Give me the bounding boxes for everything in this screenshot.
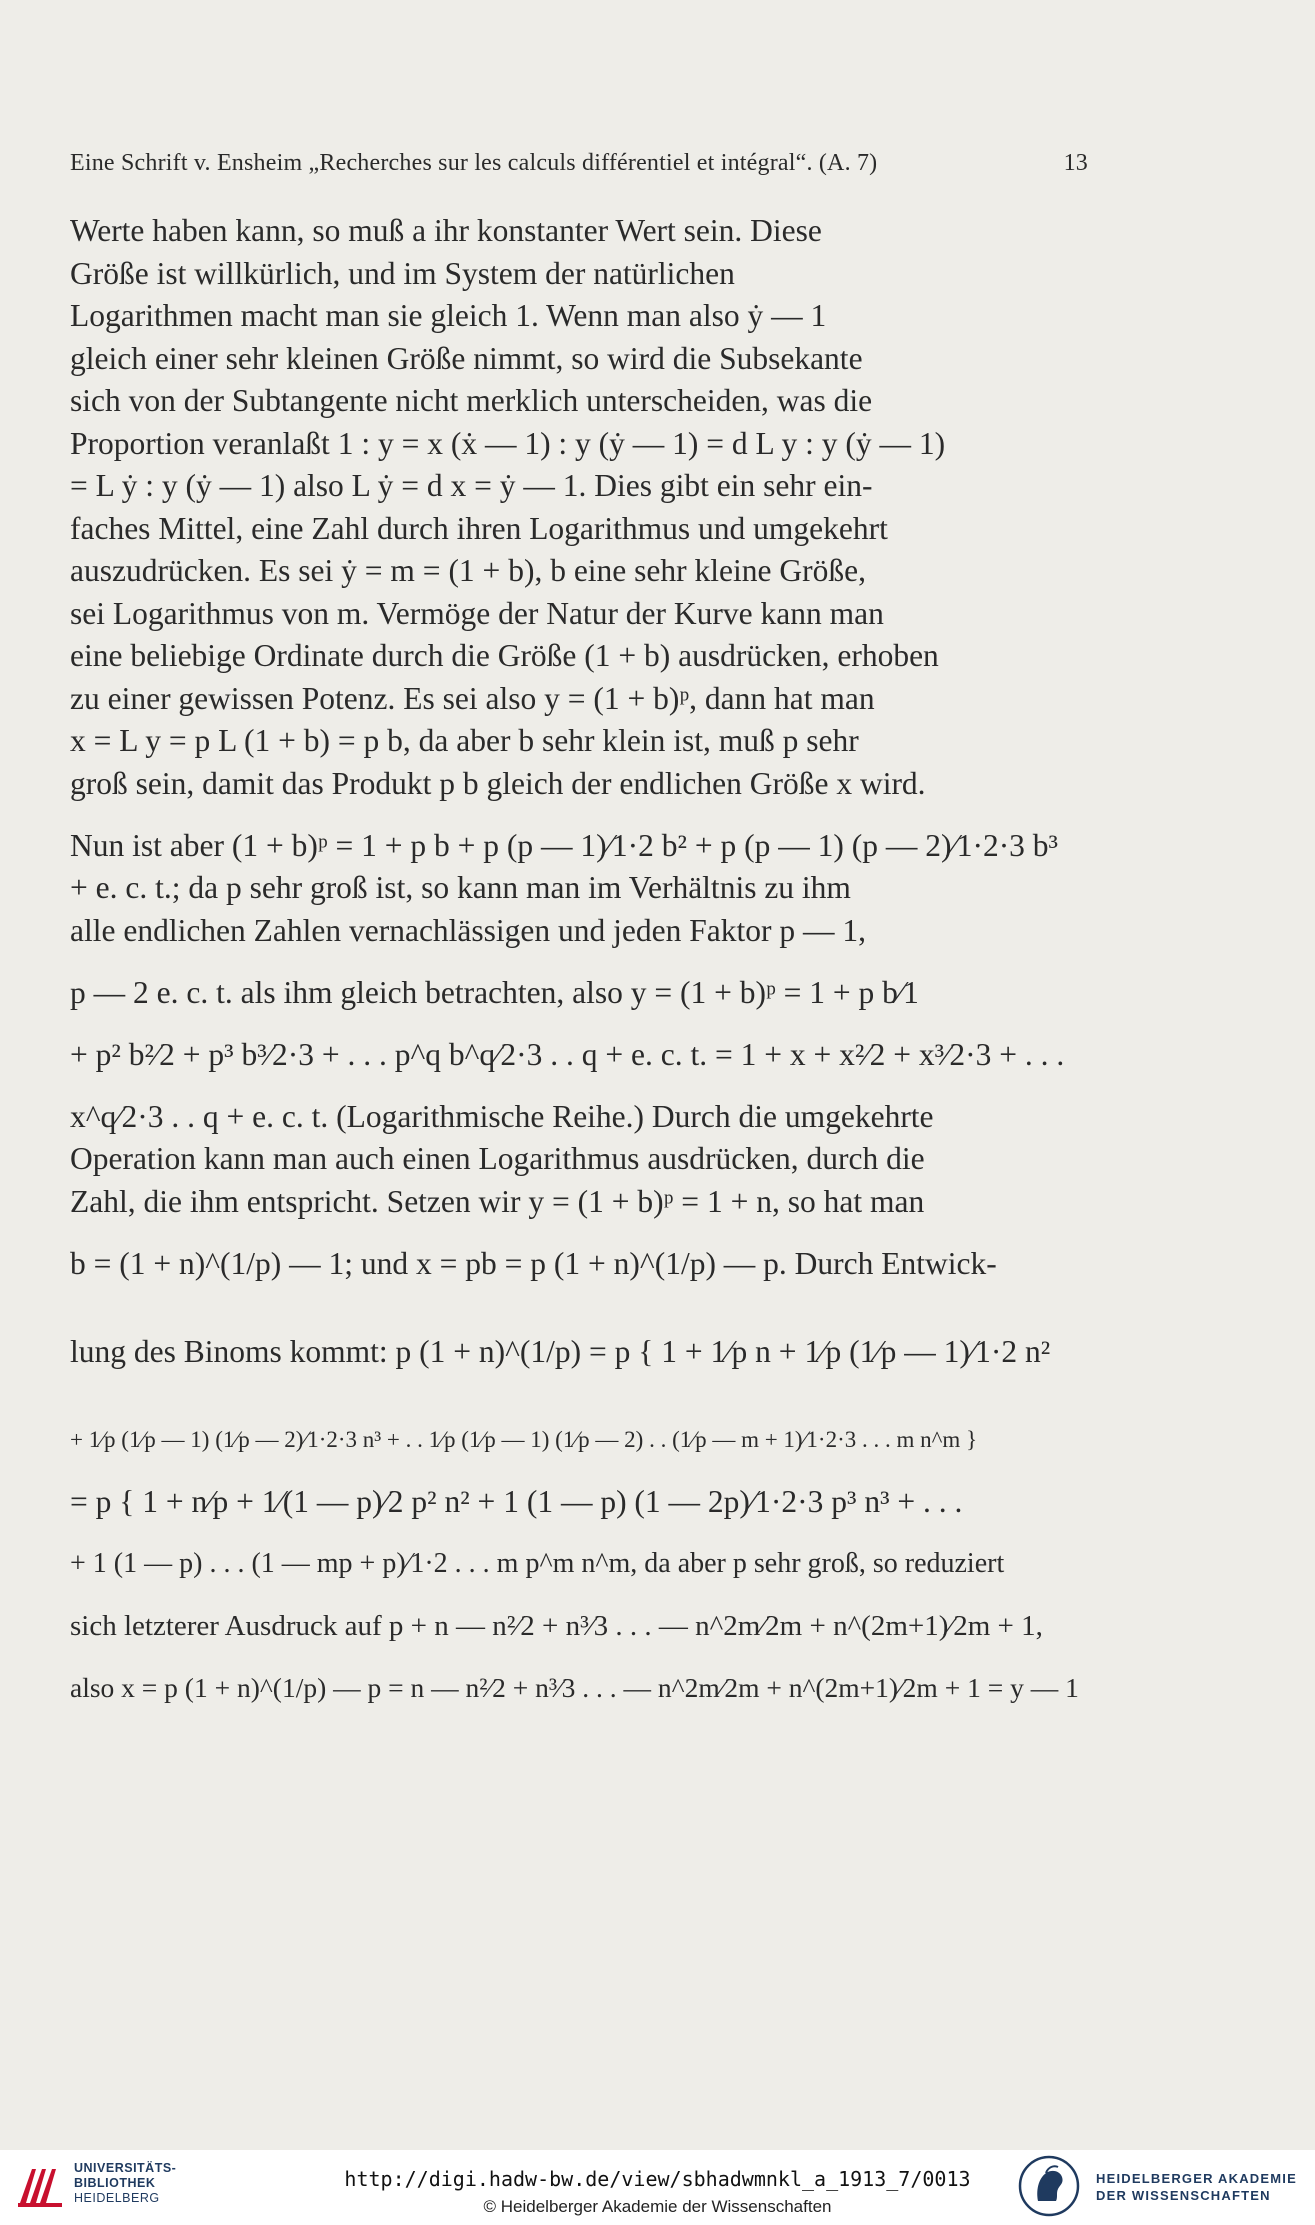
text-line-17: alle endlichen Zahlen vernachlässigen und jeden Faktor p — 1, xyxy=(70,912,866,948)
text-line-6: Proportion veranlaßt 1 : y = x (ẋ — 1) : y (ẏ — 1) = d L y : y (ẏ — 1) xyxy=(70,425,946,461)
running-title: Eine Schrift v. Ensheim „Recherches sur les calculs différentiel et intégral“. (A. 7) xyxy=(70,150,878,176)
formula-line-29: also x = p (1 + n)^(1/p) — p = n — n²⁄2 + n³⁄3 . . . — n^2m⁄2m + n^(2m+1)⁄2m + 1 = y — 1 xyxy=(70,1671,1079,1703)
library-name: UNIVERSITÄTS- BIBLIOTHEK HEIDELBERG xyxy=(74,2161,177,2205)
text-line-2: Größe ist willkürlich, und im System der natürlichen xyxy=(70,255,735,291)
text-line-22: Zahl, die ihm entspricht. Setzen wir y = (1 + b)ᵖ = 1 + n, so hat man xyxy=(70,1183,925,1219)
text-line-11: eine beliebige Ordinate durch die Größe (1 + b) ausdrücken, erhoben xyxy=(70,638,939,673)
text-line-13: x = L y = p L (1 + b) = p b, da aber b sehr klein ist, muß p sehr xyxy=(70,723,859,758)
academy-name: HEIDELBERGER AKADEMIE DER WISSENSCHAFTEN xyxy=(1096,2171,1297,2203)
text-line-16: + e. c. t.; da p sehr groß ist, so kann man im Verhältnis zu ihm xyxy=(70,870,851,905)
text-line-14: groß sein, damit das Produkt p b gleich der endlichen Größe x wird. xyxy=(70,765,926,801)
text-line-9: auszudrücken. Es sei ẏ = m = (1 + b), b eine sehr kleine Größe, xyxy=(70,553,866,588)
athena-head-logo-icon xyxy=(1018,2155,1080,2217)
text-line-12: zu einer gewissen Potenz. Es sei also y = (1 + b)ᵖ, dann hat man xyxy=(70,680,875,716)
text-line-10: sei Logarithmus von m. Vermöge der Natur der Kurve kann man xyxy=(70,595,884,631)
formula-line-25: + 1⁄p (1⁄p — 1) (1⁄p — 2)⁄1·2·3 n³ + . . 1⁄p (1⁄p — 1) (1⁄p — 2) . . (1⁄p — m + 1)⁄1·2·3 . . . m n^m } xyxy=(70,1426,978,1452)
permalink-url[interactable]: http://digi.hadw-bw.de/view/sbhadwmnkl_a_1913_7/0013 xyxy=(344,2167,971,2191)
body-text xyxy=(70,210,1088,1709)
formula-line-24: lung des Binoms kommt: p (1 + n)^(1/p) = p { 1 + 1⁄p n + 1⁄p (1⁄p — 1)⁄1·2 n² xyxy=(70,1333,1051,1369)
formula-line-20: x^q⁄2·3 . . q + e. c. t. (Logarithmische Reihe.) Durch die umgekehrte xyxy=(70,1098,934,1134)
text-line-4: gleich einer sehr kleinen Größe nimmt, so wird die Subsekante xyxy=(70,340,863,376)
text-line-21: Operation kann man auch einen Logarithmus ausdrücken, durch die xyxy=(70,1141,925,1176)
page-number: 13 xyxy=(1063,150,1088,176)
text-line-8: faches Mittel, eine Zahl durch ihren Logarithmus und umgekehrt xyxy=(70,510,888,546)
formula-line-28: sich letzterer Ausdruck auf p + n — n²⁄2 + n³⁄3 . . . — n^2m⁄2m + n^(2m+1)⁄2m + 1, xyxy=(70,1609,1043,1642)
formula-line-27: + 1 (1 — p) . . . (1 — mp + p)⁄1·2 . . . m p^m n^m, da aber p sehr groß, so reduziert xyxy=(70,1547,1005,1579)
formula-line-23: b = (1 + n)^(1/p) — 1; und x = pb = p (1 + n)^(1/p) — p. Durch Entwick- xyxy=(70,1245,997,1281)
formula-line-19: + p² b²⁄2 + p³ b³⁄2·3 + . . . p^q b^q⁄2·3 . . q + e. c. t. = 1 + x + x²⁄2 + x³⁄2·3 + . . . xyxy=(70,1036,1065,1072)
text-line-5: sich von der Subtangente nicht merklich unterscheiden, was die xyxy=(70,383,873,418)
text-line-7: = L ẏ : y (ẏ — 1) also L ẏ = d x = ẏ — 1. Dies gibt ein sehr ein- xyxy=(70,468,873,503)
formula-line-18: p — 2 e. c. t. als ihm gleich betrachten, also y = (1 + b)ᵖ = 1 + p b⁄1 xyxy=(70,974,919,1010)
text-line-1: Werte haben kann, so muß a ihr konstanter Wert sein. Diese xyxy=(70,213,822,248)
copyright-notice: © Heidelberger Akademie der Wissenschaften xyxy=(483,2197,832,2216)
formula-line-15: Nun ist aber (1 + b)ᵖ = 1 + p b + p (p — 1)⁄1·2 b² + p (p — 1) (p — 2)⁄1·2·3 b³ xyxy=(70,827,1059,863)
formula-line-26: = p { 1 + n⁄p + 1⁄(1 — p)⁄2 p² n² + 1 (1 — p) (1 — 2p)⁄1·2·3 p³ n³ + . . . xyxy=(70,1483,963,1519)
text-line-3: Logarithmen macht man sie gleich 1. Wenn man also ẏ — 1 xyxy=(70,298,827,333)
running-head xyxy=(70,150,1088,177)
